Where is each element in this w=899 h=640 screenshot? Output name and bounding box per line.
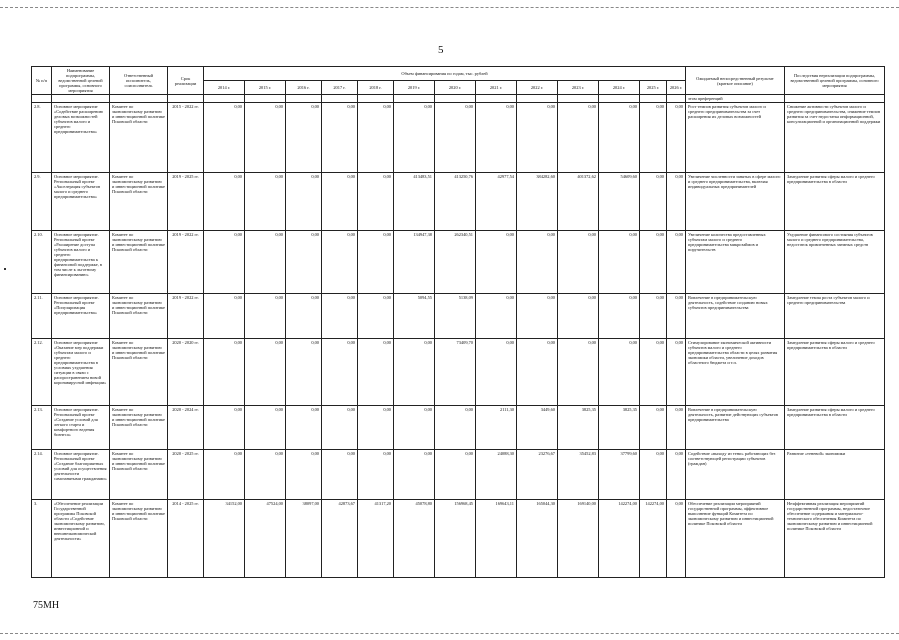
funding-value: 0,00 <box>667 103 686 173</box>
funding-value: 0,00 <box>322 173 358 231</box>
term: 2019 - 2022 гг. <box>168 231 204 294</box>
funding-value: 0,00 <box>245 406 286 450</box>
expected-result: Рост темпов развития субъектов малого и среднего предпринимательства за счет расширения их деловых возможностей <box>686 103 785 173</box>
header-year: 2026 г. <box>667 81 686 95</box>
term: 2019 - 2025 гг. <box>168 173 204 231</box>
funding-value: 0,00 <box>204 103 245 173</box>
activity-name: Основное мероприятие. Региональный проект «Акселерация субъектов малого и среднего предпринимательства» <box>52 173 110 231</box>
scan-edge-top <box>0 7 899 8</box>
funding-value: 169140,00 <box>558 500 599 578</box>
funding-value: 0,00 <box>435 450 476 500</box>
funding-value: 0,00 <box>667 406 686 450</box>
funding-value: 0,00 <box>667 450 686 500</box>
executor: Комитет по экономическому развитию и инвестиционной политике Псковской области <box>110 103 168 173</box>
executor: Комитет по экономическому развитию и инвестиционной политике Псковской области <box>110 231 168 294</box>
header-year: 2018 г. <box>358 81 394 95</box>
consequences: Замедление развития сферы малого и среднего предпринимательства в области <box>785 173 885 231</box>
funding-value: 0,00 <box>394 103 435 173</box>
funding-value: 42977,54 <box>476 173 517 231</box>
header-year: 2014 г. <box>204 81 245 95</box>
funding-value: 34152,00 <box>204 500 245 578</box>
funding-value: 23276,67 <box>517 450 558 500</box>
funding-value: 0,00 <box>358 450 394 500</box>
executor: Комитет по экономическому развитию и инвестиционной политике Псковской области <box>110 339 168 406</box>
funding-value: 142274,00 <box>599 500 640 578</box>
funding-value: 0,00 <box>358 339 394 406</box>
header-year: 2022 г. <box>517 81 558 95</box>
funding-value: 0,00 <box>640 173 667 231</box>
header-year: 2020 г. <box>435 81 476 95</box>
activity-name: «Обеспечение реализации Государственной программы Псковской области «Содействие экономическому развитию, инвестиционной и внешнеэкономической деятельности» <box>52 500 110 578</box>
funding-value: 0,00 <box>245 294 286 339</box>
header-year: 2024 г. <box>599 81 640 95</box>
term: 2020 - 2025 гг. <box>168 450 204 500</box>
header-year: 2021 г. <box>476 81 517 95</box>
funding-value: 0,00 <box>245 339 286 406</box>
continuation-row <box>32 95 885 103</box>
funding-value: 2111,30 <box>476 406 517 450</box>
funding-value: 142274,00 <box>640 500 667 578</box>
expected-result: Увеличение количества предоставленных субъектам малого и среднего предпринимательства микрозаймов и поручительств <box>686 231 785 294</box>
funding-value: 0,00 <box>558 231 599 294</box>
funding-value: 413483,51 <box>394 173 435 231</box>
funding-value: 0,00 <box>322 103 358 173</box>
funding-value: 0,00 <box>667 173 686 231</box>
funding-value: 156968,45 <box>435 500 476 578</box>
row-number: 2.13. <box>32 406 52 450</box>
term: 2015 - 2022 гг. <box>168 103 204 173</box>
page-number: 5 <box>438 44 444 56</box>
funding-value: 24088,30 <box>476 450 517 500</box>
activity-name: Основное мероприятие «Оказание мер поддержки субъектам малого и среднего предпринимательства в условиях ухудшения ситуации в связи с распространением новой коронавирусной инфекции» <box>52 339 110 406</box>
table-row <box>32 406 885 450</box>
funding-value: 0,00 <box>640 294 667 339</box>
footer-code: 75МН <box>33 600 60 611</box>
funding-value: 0,00 <box>517 294 558 339</box>
funding-value: 54609,60 <box>599 173 640 231</box>
activity-name: Основное мероприятие. Региональный проект «Расширение доступа субъектов малого и среднего предпринимательства к финансовой поддержке, в том числе к льготному финансированию» <box>52 231 110 294</box>
funding-value: 0,00 <box>286 406 322 450</box>
table-row <box>32 500 885 578</box>
row-number: 2.11. <box>32 294 52 339</box>
funding-value: 0,00 <box>394 406 435 450</box>
funding-value: 0,00 <box>245 173 286 231</box>
funding-value: 0,00 <box>204 173 245 231</box>
activity-name: Основное мероприятие. Региональный проект «Создание условий для легкого старта и комфортного ведения бизнеса» <box>52 406 110 450</box>
funding-value: 3825,35 <box>558 406 599 450</box>
funding-value: 0,00 <box>358 173 394 231</box>
funding-value: 262340,51 <box>435 231 476 294</box>
funding-value: 0,00 <box>476 103 517 173</box>
funding-value: 37799,60 <box>599 450 640 500</box>
funding-value: 0,00 <box>322 450 358 500</box>
funding-value: 0,00 <box>640 231 667 294</box>
funding-value: 0,00 <box>667 339 686 406</box>
funding-value: 0,00 <box>667 500 686 578</box>
funding-value: 0,00 <box>394 339 435 406</box>
term: 2019 - 2022 гг. <box>168 294 204 339</box>
table-body <box>32 95 885 578</box>
funding-value: 0,00 <box>358 294 394 339</box>
funding-value: 0,00 <box>286 173 322 231</box>
consequences: Развитие «теневой» экономики <box>785 450 885 500</box>
header-executor: Ответственный исполнитель, соисполнитель <box>110 67 168 95</box>
scan-edge-bottom <box>0 633 899 634</box>
header-year: 2015 г. <box>245 81 286 95</box>
funding-value: 0,00 <box>204 294 245 339</box>
funding-value: 0,00 <box>204 450 245 500</box>
expected-result: Вовлечение в предпринимательскую деятельность, развитие действующих субъектов предпринимательства <box>686 406 785 450</box>
funding-value: 0,00 <box>476 294 517 339</box>
funding-value: 0,00 <box>599 294 640 339</box>
funding-value: 0,00 <box>245 103 286 173</box>
funding-value: 41317,20 <box>358 500 394 578</box>
funding-value: 169643,11 <box>476 500 517 578</box>
funding-value: 0,00 <box>204 406 245 450</box>
table-row <box>32 450 885 500</box>
funding-value: 3449,60 <box>517 406 558 450</box>
activity-name: Основное мероприятие «Содействие расширению деловых возможностей субъектов малого и среднего предпринимательства» <box>52 103 110 173</box>
funding-value: 0,00 <box>667 294 686 339</box>
funding-value: 0,00 <box>435 406 476 450</box>
consequences: Ухудшение финансового состояния субъектов малого и среднего предпринимательства, недостаток привлеченных заемных средств <box>785 231 885 294</box>
activity-name: Основное мероприятие. Региональный проект «Создание благоприятных условий для осуществления деятельности самозанятыми гражданами» <box>52 450 110 500</box>
funding-value: 0,00 <box>245 450 286 500</box>
funding-value: 0,00 <box>517 339 558 406</box>
term: 2014 - 2025 гг. <box>168 500 204 578</box>
header-term: Срок реализации <box>168 67 204 95</box>
funding-value: 0,00 <box>286 294 322 339</box>
term: 2020 - 2020 гг. <box>168 339 204 406</box>
row-number: 3. <box>32 500 52 578</box>
header-year: 2023 г. <box>558 81 599 95</box>
funding-value: 3825,35 <box>599 406 640 450</box>
executor: Комитет по экономическому развитию и инвестиционной политике Псковской области <box>110 173 168 231</box>
funding-value: 0,00 <box>245 231 286 294</box>
funding-value: 0,00 <box>394 450 435 500</box>
funding-value: 35452,83 <box>558 450 599 500</box>
funding-value: 0,00 <box>476 231 517 294</box>
row-number: 2.12. <box>32 339 52 406</box>
table-row <box>32 294 885 339</box>
funding-value: 134947,38 <box>394 231 435 294</box>
term: 2020 - 2024 гг. <box>168 406 204 450</box>
funding-value: 5138,09 <box>435 294 476 339</box>
funding-value: 0,00 <box>322 339 358 406</box>
header-year: 2017 г. <box>322 81 358 95</box>
executor: Комитет по экономическому развитию и инвестиционной политике Псковской области <box>110 450 168 500</box>
funding-value: 0,00 <box>558 103 599 173</box>
funding-value: 0,00 <box>640 450 667 500</box>
funding-value: 47524,00 <box>245 500 286 578</box>
table-row <box>32 339 885 406</box>
table-row <box>32 103 885 173</box>
header-year: 2025 г. <box>640 81 667 95</box>
funding-value: 0,00 <box>286 339 322 406</box>
funding-value: 0,00 <box>640 103 667 173</box>
program-table <box>31 66 885 578</box>
funding-value: 0,00 <box>286 450 322 500</box>
funding-value: 413250,76 <box>435 173 476 231</box>
scan-speck <box>4 268 6 270</box>
funding-value: 73409,70 <box>435 339 476 406</box>
funding-value: 0,00 <box>358 406 394 450</box>
funding-value: 0,00 <box>599 231 640 294</box>
executor: Комитет по экономическому развитию и инвестиционной политике Псковской области <box>110 294 168 339</box>
consequences: Неэффективная реализация мероприятий государственной программы, недостаточное обеспечение содержания и материально-технического обеспечения Комитета по экономическому развитию и инвестиционной политике Псковской области <box>785 500 885 578</box>
funding-value: 0,00 <box>558 294 599 339</box>
funding-value: 5094,55 <box>394 294 435 339</box>
expected-result: Вовлечение в предпринимательскую деятельность, содействие созданию новых субъектов предпринимательства <box>686 294 785 339</box>
funding-value: 0,00 <box>358 231 394 294</box>
funding-value: 0,00 <box>204 231 245 294</box>
funding-value: 0,00 <box>476 339 517 406</box>
funding-value: 0,00 <box>517 231 558 294</box>
row-number: 2.14. <box>32 450 52 500</box>
consequences: Снижение активности субъектов малого и среднего предпринимательства, снижение темпов развития за счет недостатка информационной, консультационной и организационной поддержки <box>785 103 885 173</box>
expected-result: Обеспечение реализации мероприятий государственной программы, эффективное выполнение функций Комитета по экономическому развитию и инвестиционной политике Псковской области <box>686 500 785 578</box>
funding-value: 0,00 <box>322 231 358 294</box>
header-name: Наименование подпрограммы, ведомственной целевой программы, основного мероприятия <box>52 67 110 95</box>
funding-value: 0,00 <box>517 103 558 173</box>
funding-value: 0,00 <box>435 103 476 173</box>
funding-value: 0,00 <box>204 339 245 406</box>
funding-value: 0,00 <box>667 231 686 294</box>
table-row <box>32 231 885 294</box>
funding-value: 0,00 <box>558 339 599 406</box>
executor: Комитет по экономическому развитию и инвестиционной политике Псковской области <box>110 500 168 578</box>
funding-value: 38097,00 <box>286 500 322 578</box>
funding-value: 0,00 <box>322 294 358 339</box>
activity-name: Основное мероприятие. Региональный проект «Популяризация предпринимательства» <box>52 294 110 339</box>
funding-value: 401372,62 <box>558 173 599 231</box>
table-row <box>32 173 885 231</box>
header-funding: Объем финансирования по годам, тыс. рублей <box>204 67 686 81</box>
funding-value: 0,00 <box>640 339 667 406</box>
consequences: Замедление развития сферы малого и среднего предпринимательства в области <box>785 406 885 450</box>
funding-value: 0,00 <box>599 339 640 406</box>
header-consequences: Последствия нереализации подпрограммы, ведомственной целевой программы, основного мероприятия <box>785 67 885 95</box>
expected-result: Стимулирование экономической активности субъектов малого и среднего предпринимательства области в целях развития экономики области, увеличение доходов областного бюджета и т.п. <box>686 339 785 406</box>
expected-result: Увеличение численности занятых в сфере малого и среднего предпринимательства, включая индивидуальных предпринимателей <box>686 173 785 231</box>
row-number: 2.9. <box>32 173 52 231</box>
funding-value: 0,00 <box>599 103 640 173</box>
funding-value: 0,00 <box>640 406 667 450</box>
funding-value: 384282,60 <box>517 173 558 231</box>
header-no: № п/п <box>32 67 52 95</box>
consequences: Замедление развития сферы малого и среднего предпринимательства в области <box>785 339 885 406</box>
row-number: 2.10. <box>32 231 52 294</box>
header-year: 2019 г. <box>394 81 435 95</box>
funding-value: 42873,67 <box>322 500 358 578</box>
funding-value: 0,00 <box>322 406 358 450</box>
funding-value: 45078,80 <box>394 500 435 578</box>
funding-value: 0,00 <box>286 231 322 294</box>
row-number: 2.8. <box>32 103 52 173</box>
funding-value: 165044,30 <box>517 500 558 578</box>
expected-result: Содействие «выходу из тени» работающих без соответствующей регистрации субъектов (граждан) <box>686 450 785 500</box>
funding-value: 0,00 <box>286 103 322 173</box>
funding-value: 0,00 <box>358 103 394 173</box>
consequences: Замедление темпа роста субъектов малого и среднего предпринимательства <box>785 294 885 339</box>
executor: Комитет по экономическому развитию и инвестиционной политике Псковской области <box>110 406 168 450</box>
header-result: Ожидаемый непосредственный результат (краткое описание) <box>686 67 785 95</box>
header-year: 2016 г. <box>286 81 322 95</box>
continuation-text: этом преференций <box>686 95 785 103</box>
